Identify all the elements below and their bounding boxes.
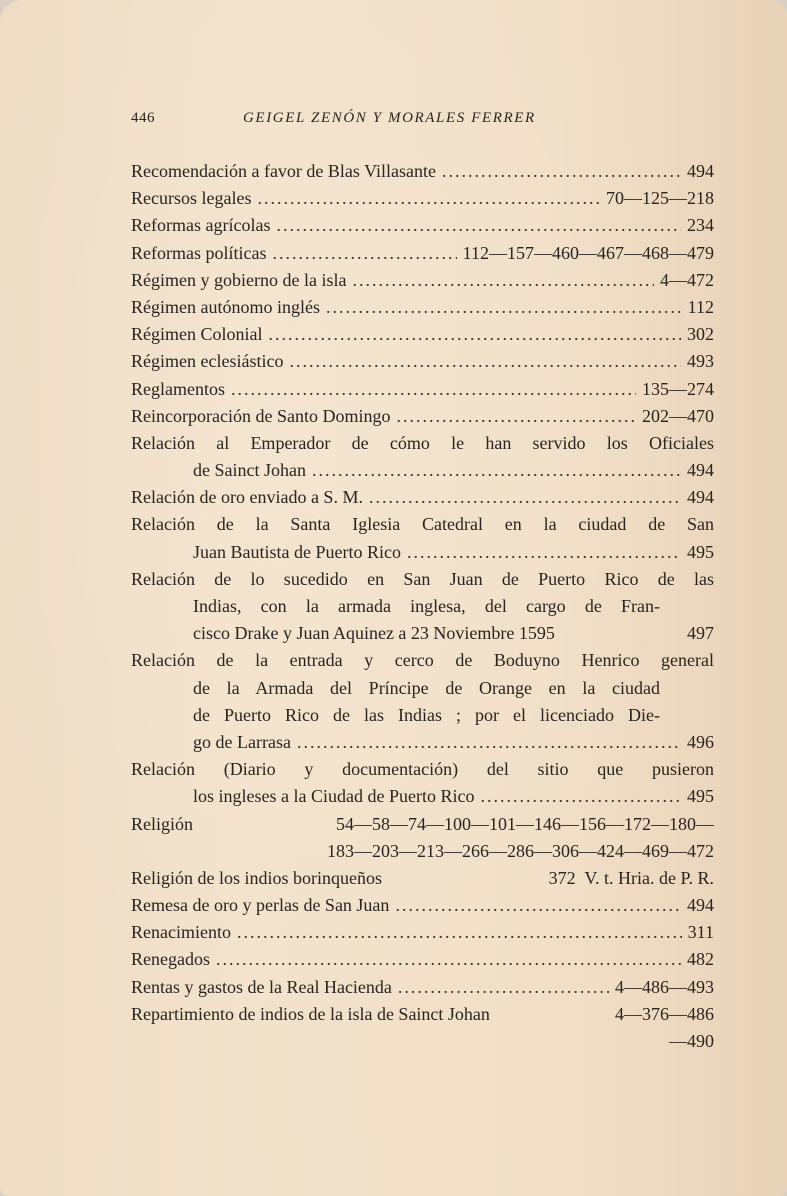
page-refs: 372 V. t. Hria. de P. R.: [548, 867, 714, 888]
entry-text: Renacimiento: [131, 922, 231, 943]
entry-text: Reglamentos: [131, 378, 225, 399]
entry-text: Indias, con la armada inglesa, del cargo de Fran-: [193, 596, 660, 616]
index-line: [131, 811, 714, 838]
index-entries: [131, 158, 714, 1055]
index-line: [131, 1028, 714, 1055]
page-refs: 4—472: [660, 269, 714, 290]
entry-text: Recursos legales: [131, 188, 252, 209]
dot-leader: [369, 484, 681, 511]
index-line: [131, 865, 714, 892]
page-refs: 234: [687, 215, 714, 236]
page-refs: 495: [687, 541, 714, 562]
index-line: [131, 484, 714, 511]
entry-text: Remesa de oro y perlas de San Juan: [131, 895, 390, 916]
page-refs: 494: [687, 460, 714, 481]
index-line: [131, 783, 714, 810]
index-line: [131, 403, 714, 430]
entry-text: Relación de la Santa Iglesia Catedral en la ciudad de San: [131, 514, 714, 535]
page-header: [131, 110, 711, 134]
page-refs: 494: [687, 895, 714, 916]
page-refs: 183—203—213—266—286—306—424—469—472: [327, 840, 714, 861]
entry-text: Régimen Colonial: [131, 324, 263, 345]
entry-text: de Sainct Johan: [193, 460, 306, 481]
page-refs: 54—58—74—100—101—146—156—172—180—: [336, 813, 714, 834]
index-line: [131, 212, 714, 239]
index-line: [131, 348, 714, 375]
index-line: [131, 892, 714, 919]
page-refs: 496: [687, 731, 714, 752]
dot-leader: [326, 294, 682, 321]
entry-text: Régimen eclesiástico: [131, 351, 284, 372]
index-line: [131, 702, 714, 729]
page-refs: 112: [687, 296, 714, 317]
entry-text: Juan Bautista de Puerto Rico: [193, 541, 401, 562]
dot-leader: [276, 212, 681, 239]
entry-text: de la Armada del Príncipe de Orange en la ciudad: [193, 677, 660, 698]
entry-text: de Puerto Rico de las Indias ; por el licenciado Die-: [193, 704, 660, 725]
index-line: [131, 946, 714, 973]
index-line: [131, 539, 714, 566]
dot-leader: [289, 348, 681, 375]
entry-text: Relación de lo sucedido en San Juan de Puerto Rico de las: [131, 568, 714, 589]
dot-leader: [395, 892, 681, 919]
dot-leader: [407, 539, 681, 566]
dot-leader: [398, 974, 609, 1001]
dot-leader: [231, 376, 636, 403]
index-line: [131, 267, 714, 294]
page-refs: 70—125—218: [606, 188, 714, 209]
index-line: [131, 974, 714, 1001]
index-line: [131, 240, 714, 267]
page-refs: 497: [687, 623, 714, 644]
entry-text: go de Larrasa: [193, 731, 291, 752]
entry-text: cisco Drake y Juan Aquinez a 23 Noviembre 1595: [193, 623, 555, 644]
page-refs: 495: [687, 786, 714, 807]
entry-text: los ingleses a la Ciudad de Puerto Rico: [193, 786, 475, 807]
dot-leader: [352, 267, 654, 294]
index-line: [131, 593, 714, 620]
dot-leader: [237, 919, 682, 946]
index-line: [131, 430, 714, 457]
page-refs: 135—274: [642, 378, 714, 399]
page-refs: 311: [687, 922, 714, 943]
index-line: [131, 294, 714, 321]
dot-leader: [257, 185, 600, 212]
entry-text: Renegados: [131, 949, 210, 970]
index-line: [131, 158, 714, 185]
dot-leader: [480, 783, 681, 810]
entry-text: Repartimiento de indios de la isla de Sainct Johan: [131, 1003, 490, 1024]
page-refs: 4—376—486: [615, 1003, 714, 1024]
entry-text: Reformas agrícolas: [131, 215, 271, 236]
entry-text: Recomendación a favor de Blas Villasante: [131, 161, 436, 181]
running-title: GEIGEL ZENÓN Y MORALES FERRER: [243, 110, 536, 126]
page-refs: —490: [669, 1031, 714, 1051]
index-line: [131, 620, 714, 647]
entry-text: Religión: [131, 813, 193, 834]
index-line: [131, 647, 714, 674]
page-refs: 493: [687, 351, 714, 372]
entry-text: Régimen autónomo inglés: [131, 296, 320, 317]
dot-leader: [396, 403, 636, 430]
entry-text: Relación al Emperador de cómo le han servido los Oficiales: [131, 432, 714, 453]
entry-text: Rentas y gastos de la Real Hacienda: [131, 976, 392, 997]
page-refs: 4—486—493: [615, 976, 714, 997]
dot-leader: [272, 240, 456, 267]
index-line: [131, 919, 714, 946]
dot-leader: [216, 946, 681, 973]
index-line: [131, 511, 714, 538]
index-line: [131, 457, 714, 484]
entry-text: Relación (Diario y documentación) del sitio que pusieron: [131, 759, 714, 780]
entry-text: Reformas políticas: [131, 242, 267, 263]
index-line: [131, 1001, 714, 1028]
page-refs: 302: [687, 324, 714, 345]
index-line: [131, 566, 714, 593]
index-line: [131, 185, 714, 212]
index-line: [131, 756, 714, 783]
page-refs: 482: [687, 949, 714, 970]
page-number: 446: [131, 110, 155, 126]
entry-text: Relación de oro enviado a S. M.: [131, 487, 363, 508]
page-refs: 494: [687, 487, 714, 508]
entry-text: Régimen y gobierno de la isla: [131, 269, 347, 290]
index-line: [131, 376, 714, 403]
dot-leader: [442, 158, 681, 185]
dot-leader: [312, 457, 681, 484]
index-line: [131, 729, 714, 756]
index-line: [131, 321, 714, 348]
entry-text: Reincorporación de Santo Domingo: [131, 405, 391, 426]
entry-text: Religión de los indios borinqueños: [131, 867, 382, 888]
index-line: [131, 838, 714, 865]
page-refs: 112—157—460—467—468—479: [462, 242, 714, 263]
index-line: [131, 675, 714, 702]
page-refs: 494: [687, 161, 714, 181]
page-refs: 202—470: [642, 405, 714, 426]
dot-leader: [268, 321, 681, 348]
dot-leader: [297, 729, 681, 756]
entry-text: Relación de la entrada y cerco de Boduyno Henrico general: [131, 650, 714, 671]
